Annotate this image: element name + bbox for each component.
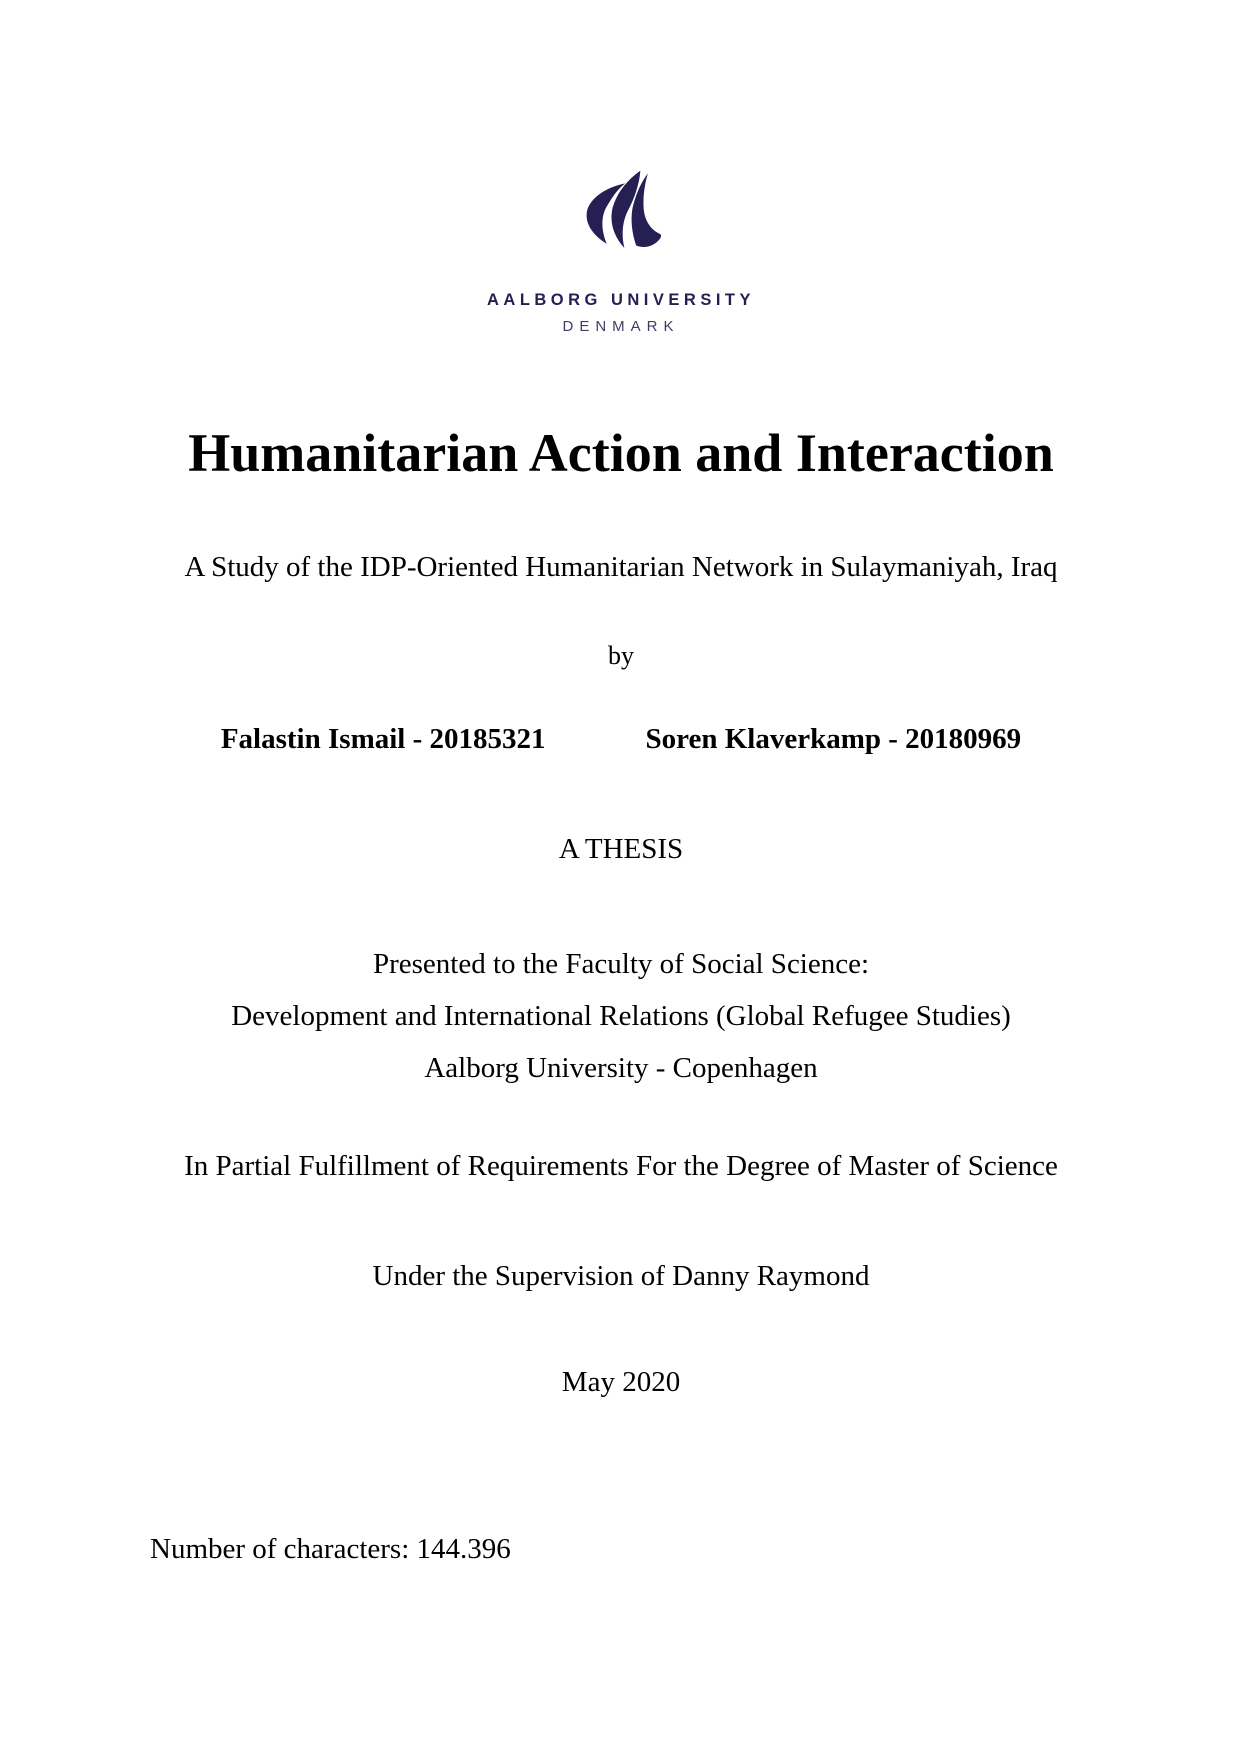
authors-row	[0, 723, 1242, 756]
character-count-line: Number of characters: 144.396	[150, 1533, 511, 1565]
author-1: Falastin Ismail - 20185321	[220, 723, 546, 755]
presentation-block	[0, 938, 1242, 1094]
fulfillment-line: In Partial Fulfillment of Requirements For the Degree of Master of Science	[184, 1150, 1058, 1182]
aalborg-university-logo-icon	[578, 168, 662, 265]
presentation-line-2: Development and International Relations (Global Refugee Studies)	[231, 1000, 1011, 1032]
byline-label: by	[608, 641, 634, 670]
university-country-label: DENMARK	[562, 318, 680, 335]
author-2: Soren Klaverkamp - 20180969	[645, 723, 1022, 755]
thesis-title: Humanitarian Action and Interaction	[188, 423, 1054, 483]
presentation-line-1: Presented to the Faculty of Social Science:	[372, 948, 870, 980]
thesis-subtitle: A Study of the IDP-Oriented Humanitarian Network in Sulaymaniyah, Iraq	[184, 551, 1058, 583]
supervision-line: Under the Supervision of Danny Raymond	[372, 1260, 870, 1292]
university-wordmark: AALBORG UNIVERSITY	[486, 291, 755, 309]
thesis-label: A THESIS	[558, 833, 684, 865]
presentation-line-3: Aalborg University - Copenhagen	[424, 1052, 818, 1084]
date-line: May 2020	[561, 1366, 681, 1398]
